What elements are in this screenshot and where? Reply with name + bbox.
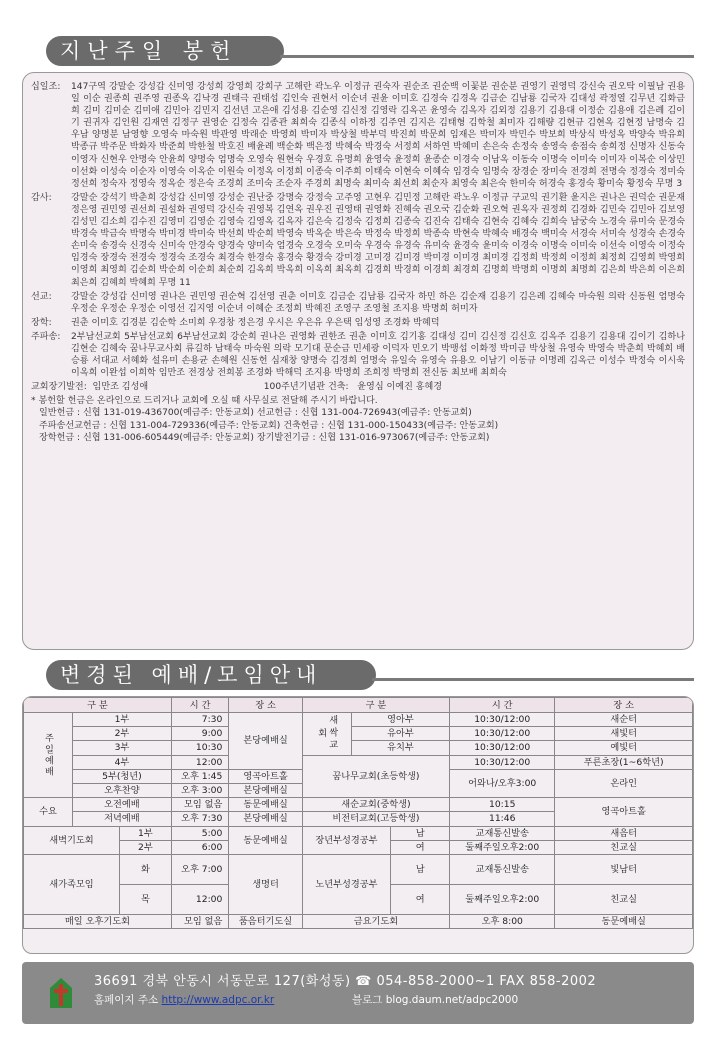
- offering-label: 장학:: [31, 317, 52, 328]
- church-logo-icon: [48, 976, 74, 1014]
- header-place: 장 소: [229, 698, 302, 713]
- table-row: [24, 798, 693, 812]
- offering-names: 2부남선교회 5부남선교회 6부남선교회 강순희 권나은 권영화 권한조 권춘 이미호 김기홍 김대성 김미 김신정 김신호 김옥주 김용기 김용대 김이기 김하나 김현순 김혜숙 꿈나무교사회 류길하 남태숙 마숙원 의락 모기대 문순금 민세광 이덕자 민오기 박맹섭 이화정 박미금 박상철 유영숙 박영숙 박춘희 박혜희 배승룡 서대교 서혜화 설유미 손용균 손혜원 신동헌 심재창 양명숙 김경희 엄명숙 유일숙 유영숙 유용오 이남기 이동규 이명례 김옥근 이성수 박정숙 이시욱 이옥희 이완섭 이희학 임만조 전경상 전희봉 조경화 박해덕 조지용 박명희 조희정 박명희 전신동 최보배 최희숙: [71, 331, 685, 379]
- service-name: 목: [119, 884, 171, 914]
- dept-name: 영아부: [351, 713, 450, 727]
- dept-place: 빛남터: [555, 854, 693, 884]
- service-time: 오후 8:00: [450, 914, 555, 928]
- service-name: 2부: [119, 840, 171, 854]
- table-row: [24, 914, 693, 928]
- dept-place: 새순터: [555, 713, 693, 727]
- senior-label: 노년부성경공부: [302, 854, 391, 914]
- table-row: [24, 854, 693, 884]
- gender: 남: [391, 854, 450, 884]
- dept-time: 11:46: [450, 812, 555, 826]
- header-place: 장 소: [555, 698, 693, 713]
- header-category: 구 분: [302, 698, 450, 713]
- header-time: 시 간: [450, 698, 555, 713]
- wednesday-label: 수요: [24, 798, 73, 826]
- dept-place: 예빛터: [555, 741, 693, 755]
- service-time: 12:00: [171, 755, 229, 769]
- service-name: 매일 오후기도회: [24, 914, 172, 928]
- family-label: 새가족모임: [24, 854, 120, 914]
- building-fund-line: 교회장기발전: 임만조 김성애 100주년기념관 건축: 윤영심 이예진 홍혜경: [31, 382, 443, 393]
- service-time: 7:30: [171, 713, 229, 727]
- offering-section-title: 지난주일 봉헌: [46, 36, 284, 66]
- service-place: 본당예배실: [229, 713, 302, 770]
- service-place: 품음터기도실: [229, 914, 302, 928]
- service-name: 오후찬양: [73, 783, 172, 797]
- gender: 여: [391, 840, 450, 854]
- service-name: 2부: [73, 727, 172, 741]
- homepage-link[interactable]: http://www.adpc.or.kr: [161, 994, 275, 1006]
- service-time: 모임 없음: [171, 914, 229, 928]
- service-name: 5부(청년): [73, 769, 172, 783]
- dept-time: 10:30/12:00: [450, 713, 555, 727]
- offering-row-scholarship: [31, 317, 685, 329]
- dept-time: 둘째주일오후2:00: [450, 884, 555, 914]
- service-time: 6:00: [171, 840, 229, 854]
- offering-label: 선교:: [31, 291, 52, 302]
- service-place: 동문예배실: [229, 798, 302, 812]
- service-place: 본당예배실: [229, 783, 302, 797]
- offering-names: 권춘 이미호 김경분 김순학 소미희 우경창 정은경 우시은 우은유 우은택 임성영 조경화 박혜덕: [71, 317, 440, 328]
- dept-time: 10:30/12:00: [450, 741, 555, 755]
- offering-label: 십일조:: [31, 82, 61, 92]
- dept-time: 교재통신발송: [450, 854, 555, 884]
- service-place: 생명터: [229, 854, 302, 914]
- service-time: 오후 1:45: [171, 769, 229, 783]
- footer-bar: [22, 962, 694, 1024]
- gender: 남: [391, 826, 450, 840]
- school-label: 새싹교회: [302, 713, 351, 756]
- offering-row-weekly-mission: [31, 331, 685, 379]
- offering-label: 감사:: [31, 192, 52, 203]
- service-place: 본당예배실: [229, 812, 302, 826]
- service-time: 모임 없음: [171, 798, 229, 812]
- schedule-section-title: 변경된 예배/모임안내: [46, 660, 376, 690]
- dept-place: 푸른초장(1~6학년): [555, 755, 693, 769]
- table-row: [24, 741, 693, 755]
- young-adult-label: 장년부성경공부: [302, 826, 391, 854]
- service-time: 오후 7:00: [171, 854, 229, 884]
- sunday-label: 주일예배: [24, 713, 73, 798]
- dawn-label: 새벽기도회: [24, 826, 120, 854]
- church-address: 36691 경북 안동시 서동문로 127(화성동) ☎ 054-858-2000~1 FAX 858-2002: [94, 974, 597, 989]
- service-name: 1부: [119, 826, 171, 840]
- kids-label: 꿈나무교회(초등학생): [302, 755, 450, 798]
- homepage-line: [94, 992, 274, 1007]
- dept-name: 비전터교회(고등학생): [302, 812, 450, 826]
- dept-place: 새음터: [555, 826, 693, 840]
- dept-place: 친교실: [555, 884, 693, 914]
- dept-time: 10:30/12:00: [450, 727, 555, 741]
- dept-place: 영곡아트홀: [555, 798, 693, 826]
- service-name: 3부: [73, 741, 172, 755]
- service-place: 영곡아트홀: [229, 769, 302, 783]
- account-line: 장학헌금 : 신협 131-006-605449(예금주: 안동교회) 장기발전기금 : 신협 131-016-973067(예금주: 안동교회): [39, 432, 490, 443]
- dept-time: 어와나/오후3:00: [450, 769, 555, 797]
- header-category: 구 분: [24, 698, 172, 713]
- offering-names: 강말순 강성갑 신미영 권나은 권민영 권순혁 김선영 권춘 이미호 김금순 김남룡 김국자 하민 하은 김순재 김용기 김은례 김혜숙 마숙원 의락 신동원 엄명숙 우정순 우정순 우정순 이영선 김지영 이순녀 이혜순 조정희 박혜진 조영구 조영철 조지용 박명희 허미자: [71, 291, 685, 314]
- table-row: [24, 755, 693, 769]
- schedule-table: [23, 697, 693, 929]
- service-name: 4부: [73, 755, 172, 769]
- service-time: 5:00: [171, 826, 229, 840]
- table-row: [24, 727, 693, 741]
- service-name: 저녁예배: [73, 812, 172, 826]
- offering-row-thanks: [31, 192, 685, 289]
- service-time: 12:00: [171, 884, 229, 914]
- offering-names: 강말순 강석기 박춘희 강성갑 신미영 강성순 권난중 강명숙 강정숙 고주영 고현우 김민정 고해란 곽노우 이정규 구교익 권기환 윤지은 권나은 권덕순 권문재 정은영 권민영 권선희 권설화 권영덕 강신숙 권영복 김연옥 권우진 권영태 권영화 진혜숙 권오국 김순화 권오혁 권옥자 권정희 김경화 김민숙 김민아 김보영 김성민 김소희 김수진 김영미 김영순 김영숙 김영옥 김옥자 김은숙 김정숙 김정희 김종숙 김진숙 김태숙 김현숙 김혜숙 김희숙 남궁숙 노경숙 류미숙 문경숙 박경숙 박금숙 박명숙 박미경 박미숙 박선희 박순희 박영숙 박옥순 박은숙 박정숙 박정희 박종숙 박현숙 박혜숙 배경숙 백미숙 서경숙 서미숙 성경숙 손경숙 손미숙 송경숙 신경숙 신미숙 안경숙 양경숙 양미숙 엄경숙 오경숙 오미숙 우경숙 유경숙 유미숙 윤경숙 윤미숙 이경숙 이명숙 이미숙 이선숙 이영숙 이정숙 임경숙 장경숙 전경숙 정경숙 조경숙 최경숙 한경숙 홍경숙 황경숙 강미경 고미경 김미경 박미경 이미경 최미경 김정희 박정희 이정희 최정희 김영희 박영희 이영희 최영희 김순희 박순희 이순희 최순희 김옥희 박옥희 이옥희 최옥희 김경희 박경희 이경희 최경희 김명희 박명희 이명희 최명희 김은희 박은희 이은희 최은희 김혜희 박혜희 무명 11: [71, 192, 685, 288]
- schedule-table-panel: [22, 696, 694, 954]
- offering-label: 주파송:: [31, 331, 61, 342]
- header-time: 시 간: [171, 698, 229, 713]
- dept-place: 온라인: [555, 769, 693, 797]
- service-time: 오후 7:30: [171, 812, 229, 826]
- blog-address[interactable]: 블로그 blog.daum.net/adpc2000: [352, 994, 519, 1006]
- offering-row-mission: [31, 291, 685, 315]
- service-time: 오후 3:00: [171, 783, 229, 797]
- dept-place: 새빛터: [555, 727, 693, 741]
- service-name: 오전예배: [73, 798, 172, 812]
- gender: 여: [391, 884, 450, 914]
- service-name: 금요기도회: [302, 914, 450, 928]
- dept-name: 유치부: [351, 741, 450, 755]
- dept-place: 친교실: [555, 840, 693, 854]
- service-name: 화: [119, 854, 171, 884]
- service-place: 동문예배실: [229, 826, 302, 854]
- account-line: 주파송선교헌금 : 신협 131-004-729336(예금주: 안동교회) 건축헌금 : 신협 131-000-150433(예금주: 안동교회): [39, 420, 499, 431]
- service-time: 10:30: [171, 741, 229, 755]
- service-name: 1부: [73, 713, 172, 727]
- dept-time: 둘째주일오후2:00: [450, 840, 555, 854]
- online-notice: * 봉헌할 헌금은 온라인으로 드리거나 교회에 오실 때 사무실로 전달해 주시기 바랍니다.: [31, 396, 378, 407]
- table-row: [24, 713, 693, 727]
- account-line: 일반헌금 : 신협 131-019-436700(예금주: 안동교회) 선교헌금 : 신협 131-004-726943(예금주: 안동교회): [39, 408, 472, 419]
- service-time: 9:00: [171, 727, 229, 741]
- offering-names: 147구역 강말순 강성갑 신미영 강성희 강영희 강희구 고해란 곽노우 이정규 권숙자 권순조 권순백 이꽃분 권순분 권영기 권영덕 강신숙 권오탁 이필남 권용일 이순 권종희 권주영 권종옥 김낙경 권태극 권태섭 김인숙 권현서 이순녀 권윤 이미호 김경숙 김경옥 김금순 김남룡 김국자 김대성 곽정열 김무년 김화금희 김미 김미순 김미애 김민아 김민지 김선년 고은애 김성용 김순영 김신정 김영락 김옥곤 윤영숙 김옥자 김외정 김용기 김용대 이정순 김용애 김은례 김이기 권귀자 김인원 김재연 김정구 권영순 김정숙 김종관 최희숙 김종식 이하정 김주연 김지은 김태형 김학철 최미자 김해량 김현규 김현옥 김현정 남명숙 김우남 양명분 남영향 오영숙 마숙원 박관영 박래순 박영희 박미자 박상철 박부덕 박진희 박문희 임재은 박미자 박민수 박보희 박상식 박성옥 박양숙 박유희 박종규 박주문 박화자 박준희 박한철 박호진 배윤례 백순화 백은정 박혜숙 박경숙 서정희 서하연 박혜미 손은숙 손정숙 송영숙 송점숙 송희정 신명자 신동숙 이영자 신현우 안명숙 안윤희 양명숙 엄명숙 오영숙 원현숙 우경호 유명희 윤영숙 윤정희 윤종순 이경숙 이남옥 이동숙 이명숙 이미숙 이미자 이복순 이상민 이선화 이성숙 이순자 이영숙 이옥순 이원숙 이정옥 이정희 이종숙 이주희 이태숙 이현숙 이혜숙 임경숙 임명숙 장경순 장미숙 전경희 전명숙 정경숙 정미숙 정선희 정숙자 정영숙 정옥순 정은숙 조경희 조미숙 조순자 주경희 최명숙 최미숙 최선희 최순자 최영숙 최은숙 한미숙 허경숙 홍경숙 황미숙 황정숙 무명 3: [71, 82, 685, 189]
- table-row: [24, 826, 693, 840]
- homepage-label: 홈페이지 주소: [94, 994, 159, 1006]
- title-rule: [372, 678, 694, 681]
- offering-row-tithe: [31, 81, 685, 190]
- dept-time: 교재통신발송: [450, 826, 555, 840]
- dept-name: 새순교회(중학생): [302, 798, 450, 812]
- dept-time: 10:30/12:00: [450, 755, 555, 769]
- offering-panel: [22, 72, 694, 650]
- dept-name: 유아부: [351, 727, 450, 741]
- dept-time: 10:15: [450, 798, 555, 812]
- title-rule: [280, 55, 694, 58]
- service-place: 동문예배실: [555, 914, 693, 928]
